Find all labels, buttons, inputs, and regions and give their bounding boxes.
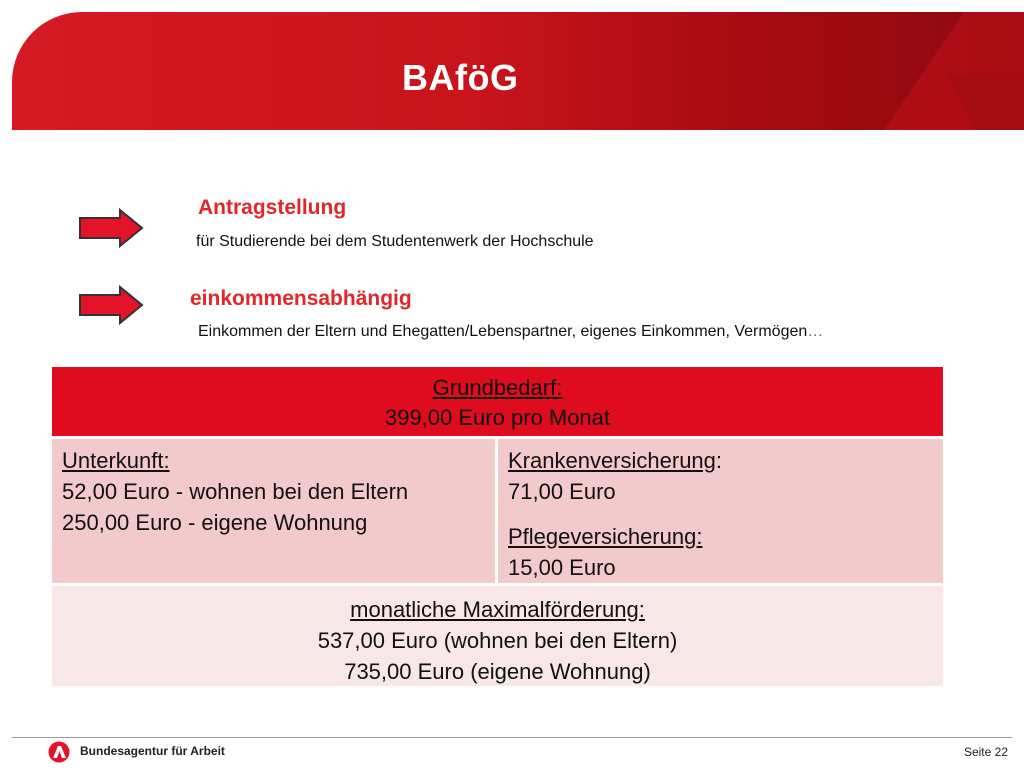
bullet-text-einkommen-body: Einkommen der Eltern und Ehegatten/Lebenspartner, eigenes Einkommen, Vermögen [198,323,808,340]
table-header-row [52,367,943,436]
maximalfoerderung-line-1: 537,00 Euro (wohnen bei den Eltern) [317,628,678,653]
grundbedarf-value: 399,00 Euro pro Monat [384,405,611,430]
agency-logo-watermark-icon [854,12,1024,130]
versicherung-cell [498,439,943,583]
right-arrow-icon [78,285,144,325]
page-title: BAföG [402,57,519,98]
unterkunft-cell [52,439,495,583]
pflege-label: Pflegeversicherung: [508,524,703,549]
pflege-value: 15,00 Euro [508,555,616,580]
maximalfoerderung-label: monatliche Maximalförderung: [350,597,645,622]
bullet-heading-einkommen: einkommensabhängig [190,287,412,310]
kranken-heading [508,445,722,476]
title-banner [12,12,1024,130]
unterkunft-line-2: 250,00 Euro - eigene Wohnung [62,510,368,535]
bullet-text-antragstellung: für Studierende bei dem Studentenwerk der Hochschule [196,233,594,250]
grundbedarf-label: Grundbedarf: [432,375,563,400]
kranken-value: 71,00 Euro [508,479,616,504]
footer-brand: Bundesagentur für Arbeit [80,744,225,758]
right-arrow-icon [78,208,144,248]
bullet-text-einkommen [198,323,823,341]
unterkunft-label: Unterkunft: [62,448,170,473]
agency-logo-icon [46,741,72,763]
maximalfoerderung-line-2: 735,00 Euro (eigene Wohnung) [344,659,651,684]
bullet-heading-antragstellung: Antragstellung [198,196,347,219]
unterkunft-line-1: 52,00 Euro - wohnen bei den Eltern [62,479,409,504]
table-footer-row [52,586,943,686]
kranken-label: Krankenversicherung [508,448,716,473]
kranken-colon: : [715,448,723,473]
ellipsis: … [807,323,824,340]
page-number: Seite 22 [963,745,1008,759]
footer-divider [12,737,1012,738]
